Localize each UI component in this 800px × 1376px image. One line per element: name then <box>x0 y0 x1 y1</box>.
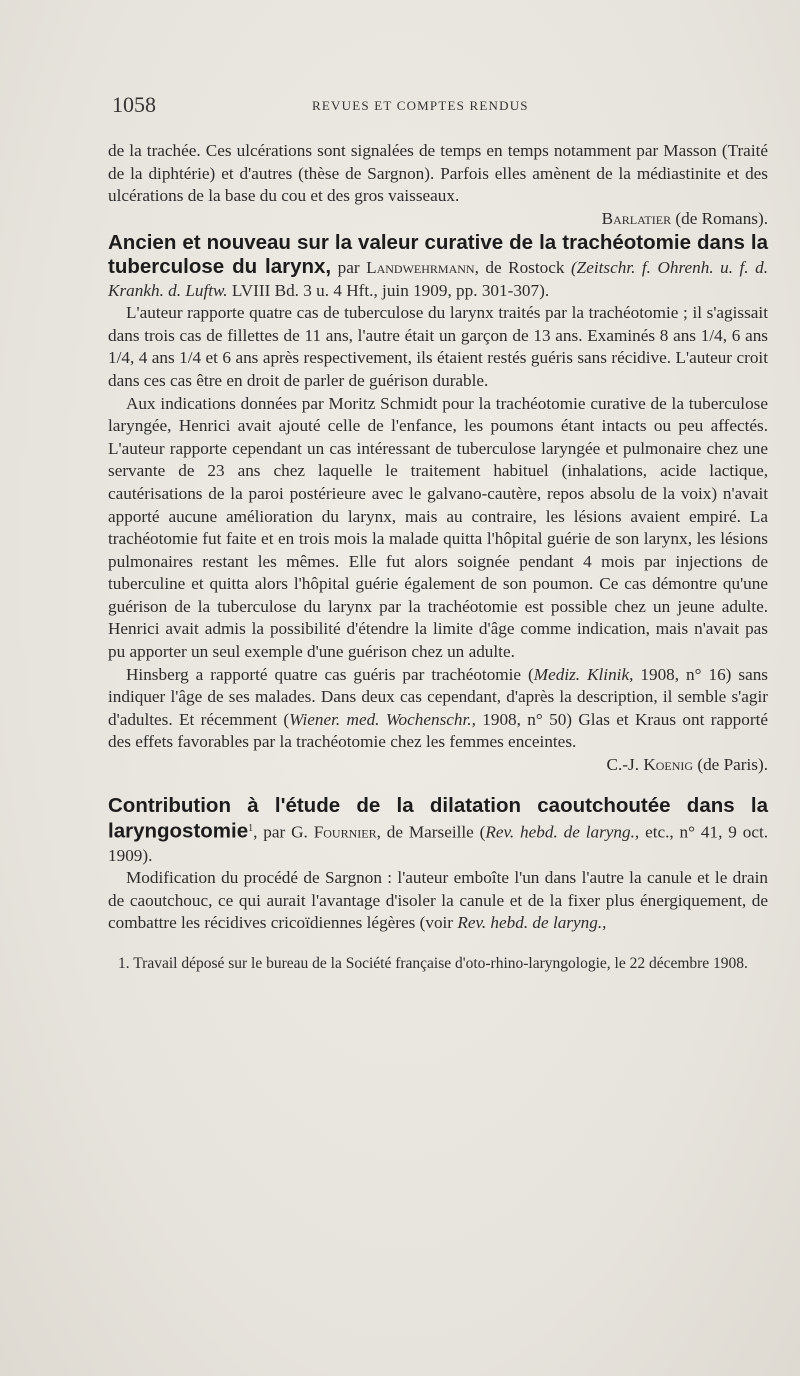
article-1-author: Landwehrmann, <box>366 257 479 277</box>
article-1-citation: LVIII Bd. 3 u. 4 Hft., juin 1909, pp. 301-307). <box>231 280 550 300</box>
page-header <box>112 92 772 126</box>
article-1-by: par <box>337 257 360 277</box>
article-2 <box>108 795 768 935</box>
article-1-paragraph: L'auteur rapporte quatre cas de tuberculose du larynx traités par la trachéotomie ; il s'agissait dans trois cas de fillettes de 11 ans, l'autre était un garçon de 13 ans. Examinés 8 ans 1/4, 6 ans 1/4, 4 ans 1/4 et 6 ans après respectivement, ils étaient restés guéris sans récidive. L'auteur croit dans ces cas être en droit de parler de guérison durable. <box>108 303 768 390</box>
p3-mid: 1908, n° 16) sans indiquer l'âge de ses malades. Dans deux cas cependant, d'après la description, il semble s'agir d'adultes. Et récemment ( <box>108 664 768 729</box>
prev-article-place: (de Romans). <box>675 208 768 228</box>
p3-start: Hinsberg a rapporté quatre cas guéris par trachéotomie ( <box>126 664 534 684</box>
prev-article-text: de la trachée. Ces ulcérations sont signalées de temps en temps notamment par Masson (Traité de la diphtérie) et d'autres (thèse de Sargnon). Parfois elles amènent de la médiastinite et des ulcérations de la base du cou et des gros vaisseaux. <box>108 141 768 206</box>
p3-journal-1: Mediz. Klinik, <box>533 664 634 684</box>
p3-end: 1908, n° 50) Glas et Kraus ont rapporté des effets favorables par la trachéotomie chez les femmes enceintes. <box>108 709 768 752</box>
section-gap <box>108 777 768 793</box>
article-2-title: Contribution à l'étude de la dilatation caoutchoutée dans la laryngostomie <box>108 793 768 843</box>
footnote-text: Travail déposé sur le bureau de la Société française d'oto-rhino-laryngologie, le 22 décembre 1908. <box>133 954 748 972</box>
article-2-author: Fournier, <box>313 822 381 842</box>
article-1-signer: C.-J. Koenig <box>606 755 694 775</box>
article-2-by: , par G. <box>253 822 308 842</box>
article-1-journal: (Zeitschr. f. Ohrenh. u. f. d. Krankh. d. Luftw. <box>108 257 768 300</box>
page-number: 1058 <box>112 92 156 117</box>
article-1-paragraph <box>108 664 768 754</box>
article-2-p1: Modification du procédé de Sargnon : l'auteur emboîte l'un dans l'autre la canule et le drain de caoutchouc, ce qui aurait l'avantage d'isoler la canule et de la fixer plus énergiquement, de combattre les récidives cricoïdiennes légères (voir <box>108 868 768 933</box>
article-2-journal: Rev. hebd. de laryng., <box>485 822 640 842</box>
article-1-paragraph: Aux indications données par Moritz Schmidt pour la trachéotomie curative de la tuberculose laryngée, Henrici avait ajouté celle de l'enfance, les poumons étant intacts ou peu affectés. L'auteur rapporte cependant un cas intéressant de tuberculose laryngée et pulmonaire chez une servante de 23 ans chez laquelle le traitement habituel (inhalations, acide lactique, cautérisations de la paroi postérieure avec le galvano-cautère, repos absolu de la voix) n'avait apporté aucune amélioration du larynx, mais au contraire, les lésions avaient empiré. La trachéotomie fut faite et en trois mois la malade quitta l'hôpital guérie de son larynx, les lésions pulmonaires restant les mêmes. Elle fut alors soignée pendant 4 mois par injections de tuberculine et quitta alors l'hôpital guérie également de son poumon. Ce cas démontre qu'une guérison de la tuberculose du larynx par la trachéotomie est possible chez un jeune adulte. Henrici avait admis la possibilité d'étendre la limite d'âge comme indication, mais n'avait pas pu apporter un seul exemple d'une guérison chez un adulte. <box>108 393 768 662</box>
article-2-p1-journal: Rev. hebd. de laryng., <box>457 913 607 933</box>
footnote <box>108 953 768 974</box>
footnote-number: 1. <box>118 954 130 972</box>
article-1-signer-place: (de Paris). <box>697 755 768 775</box>
article-1 <box>108 232 768 776</box>
prev-article-author: Barlatier <box>601 208 672 228</box>
footnote-ref: 1 <box>248 823 254 835</box>
article-1-signature <box>108 754 768 777</box>
article-2-heading <box>108 795 768 868</box>
p3-journal-2: Wiener. med. Wochenschr., <box>289 709 476 729</box>
running-title: REVUES ET COMPTES RENDUS <box>312 98 529 113</box>
page-content <box>108 140 768 974</box>
article-1-heading <box>108 232 768 302</box>
article-2-paragraph <box>108 867 768 935</box>
prev-article-signature <box>108 208 768 231</box>
article-1-affiliation: de Rostock <box>485 257 565 277</box>
article-2-affiliation: de Marseille ( <box>386 822 486 842</box>
article-2-citation: etc., n° 41, 9 oct. 1909). <box>108 822 769 865</box>
article-1-title: Ancien et nouveau sur la valeur curative de la trachéotomie dans la tuberculose du larynx, <box>108 231 768 278</box>
